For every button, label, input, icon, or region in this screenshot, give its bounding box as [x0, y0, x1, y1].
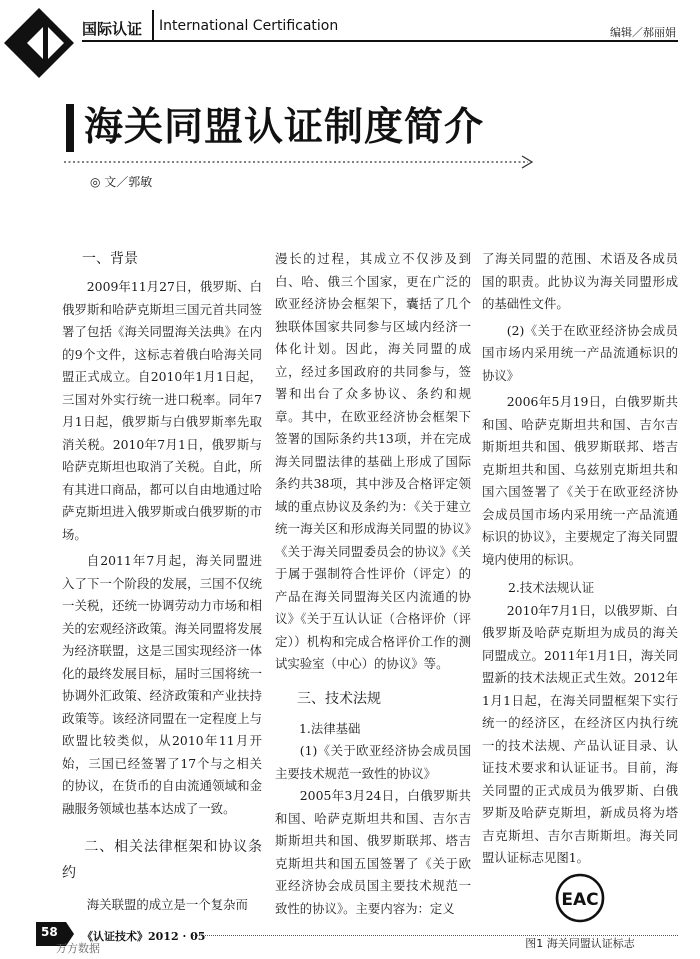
- paragraph: 2006年5月19日，白俄罗斯共和国、哈萨克斯坦共和国、吉尔吉斯斯坦共和国、俄罗斯联邦、塔吉克斯坦共和国、乌兹别克斯坦共和国六国签署了《关于在欧亚经济协会成员国市场内采用统一产品流通标识的协议》，主要规定了海关同盟境内使用的标识。: [482, 394, 678, 567]
- paragraph: 2005年3月24日，白俄罗斯共和国、哈萨克斯坦共和国、吉尔吉斯斯坦共和国、俄罗斯联邦、塔吉克斯坦共和国五国签署了《关于欧亚经济协会成员国主要技术规范一致性的协议》。主要内容为：定义: [275, 788, 471, 916]
- figure-caption: 图1 海关同盟认证标志: [525, 937, 635, 950]
- watermark: 万方数据: [56, 942, 100, 955]
- article-author: ◎ 文／郭敏: [90, 175, 153, 189]
- paragraph: 海关联盟的成立是一个复杂而: [86, 897, 248, 912]
- column-2: [275, 248, 471, 920]
- list-item: (2)《关于在欧亚经济协会成员国市场内采用统一产品流通标识的协议》: [482, 322, 678, 383]
- logo-text: EAC: [561, 889, 599, 910]
- article-title: 海关同盟认证制度简介: [84, 105, 485, 150]
- footer-rule: [192, 935, 678, 936]
- paragraph: 了海关同盟的范围、术语及各成员国的职责。此协议为海关同盟形成的基础性文件。: [482, 251, 678, 311]
- section-label-cn: 国际认证: [82, 20, 143, 38]
- title-dotted-arrow-rule: [62, 152, 540, 172]
- heading-legal-framework: 二、相关法律框架和协议条约: [62, 839, 262, 881]
- header-diamond-icon: [2, 6, 76, 80]
- subheading-legal-basis: 1.法律基础: [299, 720, 361, 736]
- column-1: [62, 248, 262, 917]
- editor-credit: 编辑／郝丽娟: [610, 26, 676, 39]
- paragraph: 2010年7月1日，以俄罗斯、白俄罗斯及哈萨克斯坦为成员的海关同盟成立。2011年1月1日，海关同盟新的技术法规正式生效。2012年1月1日起，在海关同盟框架下实行统一的经济区，在经济区内执行统一的技术法规、产品认证目录、认证技术要求和认证证书。目前，海关同盟的正式成员为俄罗斯、白俄罗斯及哈萨克斯坦，新成员将为塔吉克斯坦、吉尔吉斯斯坦。海关同盟认证标志见图1。: [482, 602, 679, 865]
- header-rule: [82, 40, 678, 42]
- title-accent-bar: [66, 104, 74, 152]
- paragraph: 自2011年7月起，海关同盟进入了下一个阶段的发展，三国不仅统一关税，还统一协调劳动力市场和相关的宏观经济政策。海关同盟将发展为经济联盟，这是三国实现经济一体化的最终发展目标，届时三国将统一协调外汇政策、经济政策和产业扶持政策等。该经济同盟在一定程度上与欧盟比较类似，从2010年11月开始，三国已经签署了17个与之相关的协议，在货币的自由流通领域和金融服务领域也基本达成了一致。: [62, 553, 262, 816]
- list-item: (1)《关于欧亚经济协会成员国主要技术规范一致性的协议》: [275, 743, 471, 781]
- subheading-certification: 2.技术法规认证: [508, 580, 595, 595]
- heading-technical-regulations: 三、技术法规: [297, 690, 381, 707]
- eac-certification-logo: [554, 872, 606, 924]
- column-3: [482, 248, 678, 956]
- paragraph: 漫长的过程，其成立不仅涉及到白、哈、俄三个国家，更在广泛的欧亚经济协会框架下，囊括了几个独联体国家共同参与区域内经济一体化计划。因此，海关同盟的成立，经过多国政府的共同参与，签署和出台了众多协议、条约和规章。其中，在欧亚经济协会框架下签署的国际条约共13项，并在完成海关同盟法律的基础上形成了国际条约共38项，其中涉及合格评定领域的重点协议及条约为：《关于建立统一海关区和形成海关同盟的协议》《关于海关同盟委员会的协议》《关于属于强制符合性评价（评定）的产品在海关同盟海关区内流通的协议》《关于互认认证（合格评价（评定））机构和完成合格评价工作的测试实验室（中心）的协议》等。: [275, 251, 471, 671]
- section-label-en: International Certification: [159, 18, 339, 34]
- heading-background: 一、背景: [82, 251, 138, 267]
- page-number: 58: [41, 925, 58, 939]
- figure-1: [482, 872, 678, 932]
- header-separator: [152, 10, 154, 40]
- journal-issue: 《认证技术》2012 · 05: [82, 930, 206, 943]
- paragraph: 2009年11月27日，俄罗斯、白俄罗斯和哈萨克斯坦三国元首共同签署了包括《海关同盟海关法典》在内的9个文件，这标志着俄白哈海关同盟正式成立。自2010年1月1日起，三国对外实行统一进口税率。同年7月1日起，俄罗斯与白俄罗斯率先取消关税。2010年7月1日，俄罗斯与哈萨克斯坦也取消了关税。自此，所有其进口商品，都可以自由地通过哈萨克斯坦进入俄罗斯或白俄罗斯的市场。: [62, 279, 262, 542]
